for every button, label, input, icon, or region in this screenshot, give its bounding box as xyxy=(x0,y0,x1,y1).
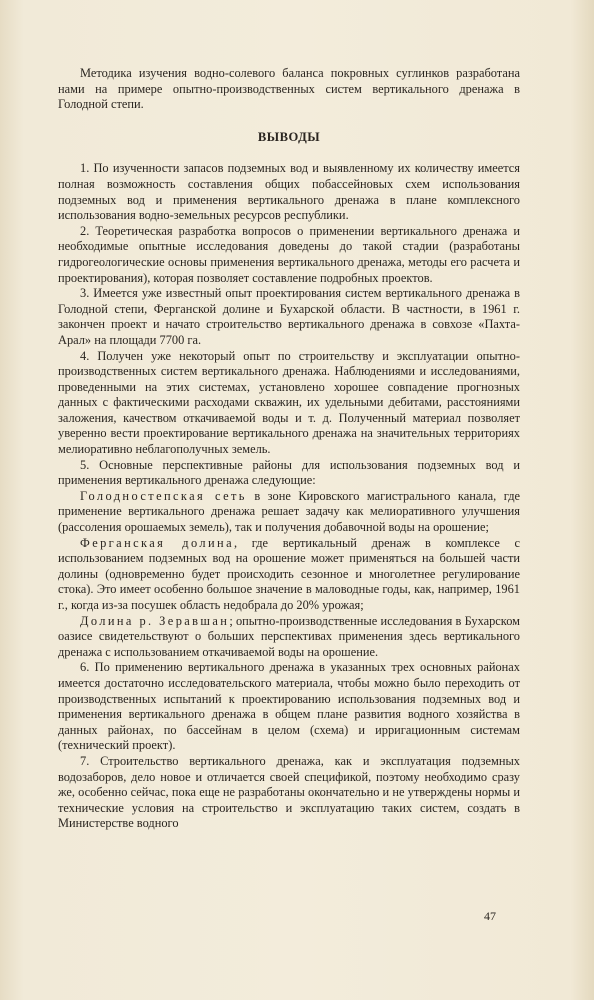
region-name-spaced: Ферганская долина xyxy=(80,535,234,550)
region-description: ; опытно-производственные исследования в Бухарском оазисе свидетельствуют о больших перспективах применения здесь вертикального дренажа с использованием откачиваемой воды на орошение. xyxy=(58,613,520,659)
conclusion-2: 2. Теоретическая разработка вопросов о применении вертикального дренажа и необходимые опытные исследования доведены до такой стадии (разработаны гидрогеологические основы применения вертикального дренажа, методы его расчета и проектирования), которая позволяет составление подробных проектов. xyxy=(58,223,520,285)
conclusion-4: 4. Получен уже некоторый опыт по строительству и эксплуатации опытно-производственных систем вертикального дренажа. Наблюдениями и исследованиями, проведенными на этих системах, установлено хорошее совпадение прогнозных данных с фактическими расходами скважин, их удельными дебитами, расстояниями заложения, качеством откачиваемой воды и т. д. Полученный материал позволяет уверенно вести проектирование вертикального дренажа на значительных территориях мелиоративно неблагополучных земель. xyxy=(58,348,520,457)
conclusion-7: 7. Строительство вертикального дренажа, как и эксплуатация подземных водозаборов, дело новое и отличается своей спецификой, поэтому необходимо сразу же, особенно сейчас, пока еще не разработаны окончательно и не утверждены нормы и технические условия на строительство и эксплуатацию таких систем, создать в Министерстве водного xyxy=(58,753,520,831)
region-name-spaced: Долина р. Зеравшан xyxy=(80,613,230,628)
intro-paragraph: Методика изучения водно-солевого баланса покровных суглинков разработана нами на примере опытно-производственных систем вертикального дренажа в Голодной степи. xyxy=(58,66,520,112)
region-description: в зоне Кировского магистрального канала, где применение вертикального дренажа решает задачу как мелиоративного улучшения (рассоления орошаемых земель), так и получения добавочной воды на орошение; xyxy=(58,488,520,535)
region-name-spaced: Голодностепская сеть xyxy=(80,488,247,503)
region-golodnaya-steppe xyxy=(58,489,520,536)
conclusion-1: 1. По изученности запасов подземных вод и выявленному их количеству имеется полная возможность составления общих побассейновых схем использования подземных вод и применения вертикального дренажа в плане комплексного использования водно-земельных ресурсов республики. xyxy=(58,161,520,223)
page-number: 47 xyxy=(484,909,496,923)
region-description: , где вертикальный дренаж в комплексе с использованием подземных вод на орошение может применяться на большей части долины (одновременно будет происходить сезонное и многолетнее регулирование стока). Это имеет особенно большое значение в маловодные годы, как, например, 1961 г., когда из-за посушек область недобрала до 20% урожая; xyxy=(58,535,521,612)
region-zeravshan-valley xyxy=(58,614,520,661)
body-text xyxy=(58,66,520,832)
conclusion-3: 3. Имеется уже известный опыт проектирования систем вертикального дренажа в Голодной степи, Ферганской долине и Бухарской области. В частности, в 1961 г. закончен проект и начато строительство вертикального дренажа в совхозе «Пахта-Арал» на площади 7700 га. xyxy=(58,286,520,347)
conclusion-5: 5. Основные перспективные районы для использования подземных вод и применения вертикального дренажа следующие: xyxy=(58,457,520,488)
section-heading: ВЫВОДЫ xyxy=(257,129,321,144)
conclusion-6: 6. По применению вертикального дренажа в указанных трех основных районах имеется достаточно исследовательского материала, чтобы можно было переходить от производственных испытаний к проектированию использования подземных вод и применения вертикального дренажа в общем плане развития водного хозяйства в данных районах, по бассейнам в целом (схема) и ирригационным системам (технический проект). xyxy=(58,660,520,753)
region-fergana-valley xyxy=(58,536,520,614)
